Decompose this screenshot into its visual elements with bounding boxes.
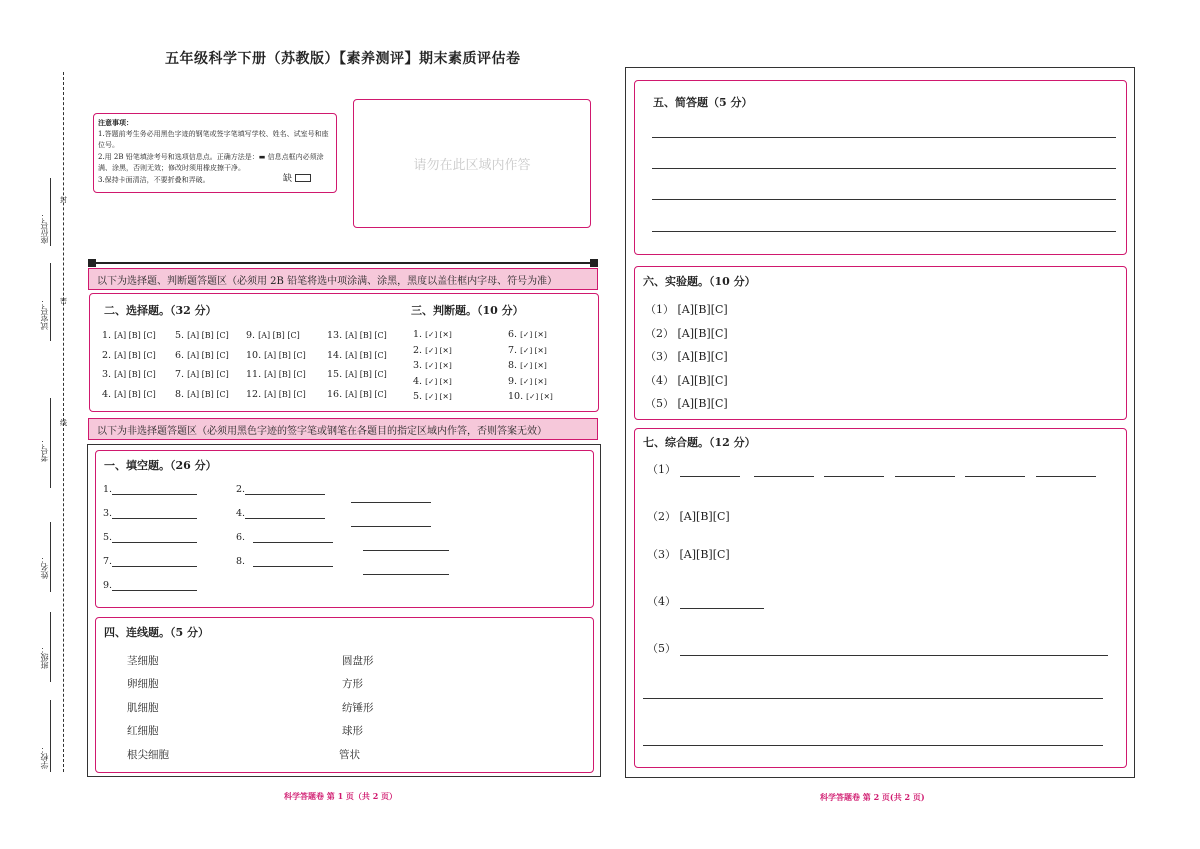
page-title: 五年级科学下册（苏教版）【素养测评】期末素质评估卷	[165, 51, 521, 67]
match-right-item[interactable]: 纺锤形	[342, 701, 374, 714]
experiment-item[interactable]: （4） [A][B][C]	[645, 373, 728, 387]
seat-number-label: 座位号：	[40, 212, 49, 244]
match-left-item[interactable]: 茎细胞	[127, 655, 159, 667]
notice-item: 3.保持卡面清洁，不要折叠和弄破。	[98, 175, 210, 184]
choice-item[interactable]: 16. [A] [B] [C]	[327, 388, 387, 400]
choice-area-band	[88, 268, 598, 290]
class-label: 班级：	[40, 645, 49, 669]
match-right-item[interactable]: 方形	[342, 678, 363, 691]
fill-item[interactable]: 4.	[236, 508, 325, 519]
match-right-item[interactable]: 圆盘形	[342, 655, 374, 667]
fill-item[interactable]: 8.	[236, 556, 333, 567]
fill-item[interactable]: 9.	[103, 580, 197, 591]
fill-item[interactable]: 5.	[103, 532, 197, 543]
match-right-item[interactable]: 管状	[339, 748, 360, 761]
choice-item[interactable]: 1. [A] [B] [C]	[102, 330, 156, 341]
fill-item[interactable]: 6.	[236, 532, 333, 543]
answer-line[interactable]	[652, 199, 1116, 200]
judge-item[interactable]: 9. [✓] [✕]	[508, 375, 547, 387]
sec7-q2[interactable]: （2） [A][B][C]	[647, 510, 730, 523]
sec2-col	[327, 330, 387, 408]
separator	[90, 262, 598, 264]
sec3-title: 三、判断题。（10 分）	[411, 304, 524, 317]
sec6-list	[645, 298, 728, 416]
sec7-title: 七、综合题。（12 分）	[643, 436, 756, 449]
separator-mark	[590, 259, 598, 267]
experiment-item[interactable]: （3） [A][B][C]	[645, 350, 728, 363]
experiment-item[interactable]: （5） [A][B][C]	[645, 397, 728, 410]
choice-item[interactable]: 12. [A] [B] [C]	[246, 388, 306, 400]
match-left-item[interactable]: 根尖细胞	[127, 748, 169, 761]
choice-item[interactable]: 15. [A] [B] [C]	[327, 369, 387, 380]
judge-item[interactable]: 7. [✓] [✕]	[508, 344, 547, 356]
answer-line[interactable]	[652, 231, 1116, 232]
school-label: 学校：	[40, 745, 49, 769]
choice-item[interactable]: 9. [A] [B] [C]	[246, 330, 300, 341]
sec7-q3[interactable]: （3） [A][B][C]	[647, 548, 730, 561]
nonchoice-area-band	[88, 418, 598, 440]
sec2-col	[246, 330, 306, 408]
judge-item[interactable]: 4. [✓] [✕]	[413, 375, 452, 387]
judge-item[interactable]: 3. [✓] [✕]	[413, 360, 452, 371]
sec4-title: 四、连线题。（5 分）	[104, 626, 209, 639]
match-right-item[interactable]: 球形	[342, 725, 363, 738]
choice-item[interactable]: 6. [A] [B] [C]	[175, 349, 229, 361]
choice-item[interactable]: 13. [A] [B] [C]	[327, 330, 387, 341]
seal-mark: 密	[60, 297, 67, 305]
school-field[interactable]	[50, 700, 51, 772]
choice-item[interactable]: 2. [A] [B] [C]	[102, 349, 156, 361]
experiment-item[interactable]: （1） [A][B][C]	[645, 303, 728, 316]
judge-item[interactable]: 6. [✓] [✕]	[508, 329, 547, 340]
answer-line[interactable]	[652, 168, 1116, 169]
sec3-col	[508, 329, 553, 407]
footer-page-2: 科学答题卷 第 2 页(共 2 页)	[820, 792, 925, 802]
choice-item[interactable]: 10. [A] [B] [C]	[246, 349, 306, 361]
absent-label: 缺	[283, 173, 293, 184]
nonchoice-area-instruction: 以下为非选择题答题区（必须用黑色字迹的签字笔或钢笔在各题目的指定区域内作答，否则答案无效）	[97, 425, 547, 437]
choice-item[interactable]: 14. [A] [B] [C]	[327, 349, 387, 361]
choice-item[interactable]: 8. [A] [B] [C]	[175, 388, 229, 400]
notice-heading: 注意事项：	[98, 118, 133, 127]
sec5-title: 五、简答题（5 分）	[653, 96, 753, 109]
fill-item[interactable]: 3.	[103, 508, 197, 519]
fill-blank[interactable]	[363, 556, 449, 575]
notice-item: 2.用 2B 铅笔填涂考号和选项信息点。正确方法是：▬ 信息点框内必须涂满、涂黑，否则无效；修改时须用橡皮擦干净。	[98, 152, 324, 172]
notice-item: 1.答题前考生务必用黑色字迹的钢笔或签字笔填写学校、姓名、试室号和座位号。	[98, 129, 329, 149]
fill-item[interactable]: 2.	[236, 484, 325, 495]
judge-item[interactable]: 5. [✓] [✕]	[413, 391, 452, 402]
sec3-col	[413, 329, 452, 407]
footer-page-1: 科学答题卷 第 1 页（共 2 页）	[284, 791, 398, 801]
seal-mark: 封	[60, 196, 67, 204]
match-left-item[interactable]: 卵细胞	[127, 678, 159, 691]
match-left-item[interactable]: 肌细胞	[127, 701, 159, 714]
choice-item[interactable]: 3. [A] [B] [C]	[102, 369, 156, 380]
sec6-title: 六、实验题。（10 分）	[643, 275, 756, 288]
choice-item[interactable]: 5. [A] [B] [C]	[175, 330, 229, 341]
notice-box	[93, 113, 337, 193]
judge-item[interactable]: 8. [✓] [✕]	[508, 360, 547, 371]
seal-mark: 线	[60, 419, 67, 427]
fill-item[interactable]: 1.	[103, 484, 197, 495]
exam-number-field[interactable]	[50, 398, 51, 488]
room-number-label: 试室号：	[40, 298, 49, 330]
sec2-col	[102, 330, 156, 408]
answer-line[interactable]	[643, 698, 1103, 699]
name-field[interactable]	[50, 522, 51, 592]
absent-checkbox[interactable]	[295, 174, 311, 182]
exam-number-label: 考号：	[40, 438, 49, 462]
fill-item[interactable]: 7.	[103, 556, 197, 567]
sec7-q1[interactable]: （1）	[647, 461, 1096, 477]
choice-item[interactable]: 7. [A] [B] [C]	[175, 369, 229, 380]
judge-item[interactable]: 1. [✓] [✕]	[413, 329, 452, 340]
judge-item[interactable]: 10. [✓] [✕]	[508, 391, 553, 402]
answer-line[interactable]	[643, 745, 1103, 746]
fill-blank[interactable]	[351, 484, 431, 503]
seat-number-field[interactable]	[50, 178, 51, 246]
choice-area-instruction: 以下为选择题、判断题答题区（必须用 2B 铅笔将选中项涂满、涂黑，黑度以盖住框内字母、符号为准）	[97, 275, 558, 287]
match-left-list	[127, 650, 169, 767]
no-answer-text: 请勿在此区域内作答	[413, 158, 531, 173]
choice-item[interactable]: 4. [A] [B] [C]	[102, 388, 156, 400]
choice-item[interactable]: 11. [A] [B] [C]	[246, 369, 306, 380]
fill-blank[interactable]	[351, 508, 431, 527]
name-label: 姓名：	[40, 555, 49, 579]
match-left-item[interactable]: 红细胞	[127, 725, 159, 738]
no-answer-zone	[353, 99, 591, 228]
sec7-q5[interactable]: （5）	[647, 640, 1108, 656]
class-field[interactable]	[50, 612, 51, 682]
sec1-title: 一、填空题。（26 分）	[104, 459, 217, 472]
sec2-col	[175, 330, 229, 408]
room-number-field[interactable]	[50, 263, 51, 341]
experiment-item[interactable]: （2） [A][B][C]	[645, 326, 728, 340]
answer-line[interactable]	[652, 137, 1116, 138]
sec7-q4[interactable]: （4）	[647, 593, 764, 609]
separator-mark	[88, 259, 96, 267]
sec2-title: 二、选择题。（32 分）	[104, 304, 217, 317]
match-right-list	[339, 650, 374, 767]
fill-blank[interactable]	[363, 532, 449, 551]
judge-item[interactable]: 2. [✓] [✕]	[413, 344, 452, 356]
